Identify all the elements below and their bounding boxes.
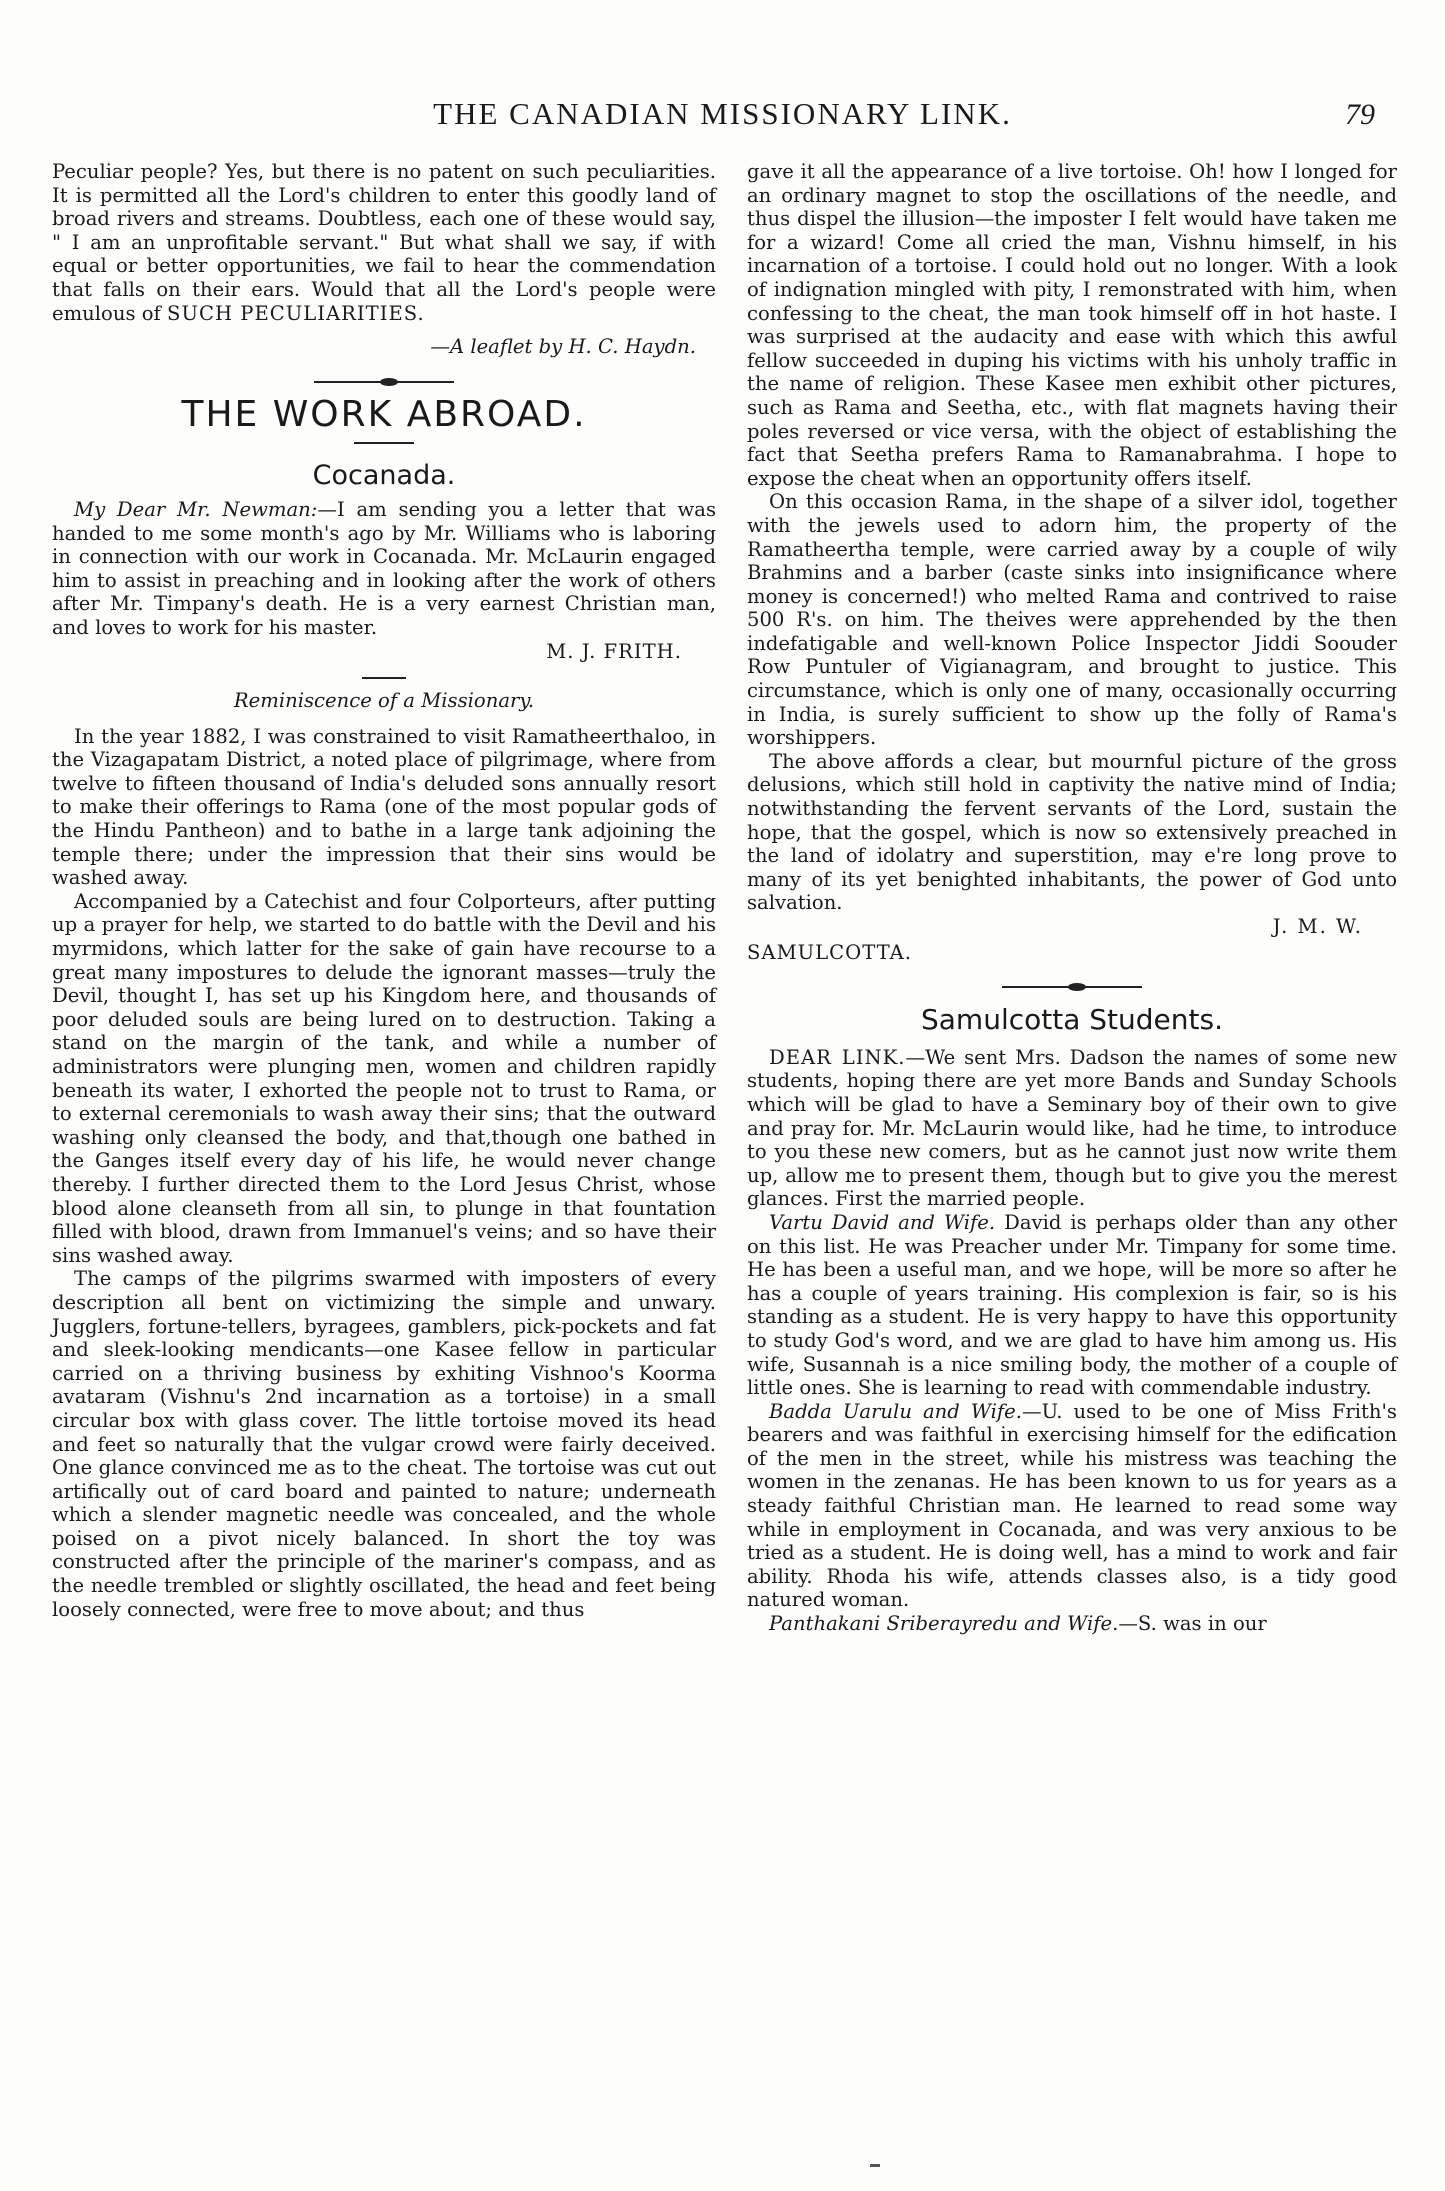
reminiscence-paragraph-2: Accompanied by a Catechist and four Colporteurs, after putting up a prayer for help, we started to do battle with the Devil and his myrmidons, which latter for the sake of gain have recourse to a great many impostures to delude the ignorant masses—truly the Devil, thought I, has set up his Kingdom here, and thousands of poor deluded souls are being lured on to destruction. Taking a stand on the margin of the tank, and while a number of administrators were plunging men, women and children rapidly beneath its water, I exhorted the people not to trust to Rama, or to external ceremonials to wash away their sins; that the outward washing only cleansed the body, and that,though one bathed in the Ganges itself every day of his life, he would never change thereby. I further directed them to the Lord Jesus Christ, whose blood alone cleanseth from all sin, to plunge in that fountation filled with blood, drawn from Immanuel's veins; and so have their sins washed away. xyxy=(52,889,716,1267)
page-number: 79 xyxy=(1345,98,1375,131)
article-columns xyxy=(52,160,1397,1636)
intro-paragraph xyxy=(52,160,716,325)
section-ornament-right xyxy=(747,986,1397,988)
intro-emphasis: SUCH PECULIARITIES. xyxy=(167,301,425,325)
student-text-panthakani: —S. was in our xyxy=(1118,1612,1267,1636)
salutation: My Dear Mr. Newman:— xyxy=(74,497,337,521)
intro-text: Peculiar people? Yes, but there is no patent on such peculiarities. It is permitted all the Lord's children to enter this goodly land of broad rivers and streams. Doubtless, each one of these would say, " I am an unprofitable servant." But what shall we say, if with equal or better opportunities, we fail to hear the commendation that falls on their ears. Would that all the Lord's people were emulous of xyxy=(52,160,716,325)
ornament-rule xyxy=(314,381,454,383)
place-samulcotta: SAMULCOTTA. xyxy=(747,940,913,964)
student-entry-david xyxy=(747,1211,1397,1400)
article-divider xyxy=(362,677,406,679)
reminiscence-paragraph-6: The above affords a clear, but mournful picture of the gross delusions, which still hold in captivity the native mind of India; notwithstanding the fervent servants of the Lord, sustain the hope, that the gospel, which is now so extensively preached in the land of idolatry and superstition, may e're long prove to many of its yet benighted inhabitants, the power of God unto salvation. xyxy=(747,749,1397,915)
dear-link: DEAR LINK. xyxy=(769,1045,906,1069)
leaflet-attribution: —A leaflet by H. C. Haydn. xyxy=(430,335,696,359)
section-title-samulcotta-students: Samulcotta Students. xyxy=(921,1003,1223,1037)
student-text-david: David is perhaps older than any other on this list. He was Preacher under Mr. Timpany for some time. He has been a useful man, and we hope, will be more so after he has a couple of years training. His complexion is fair, so is his standing as a student. He is very happy to have this opportunity to study God's word, and we are glad to have him among us. His wife, Susannah is a nice smiling body, the mother of a couple of little ones. She is learning to read with commendable industry. xyxy=(747,1210,1398,1400)
student-name-panthakani: Panthakani Sriberayredu and Wife. xyxy=(769,1612,1119,1636)
student-name-david: Vartu David and Wife. xyxy=(769,1210,996,1234)
signoff-jmw: J. M. W. xyxy=(1272,915,1363,938)
letter-intro-text: I am sending you a letter that was handed to me some month's ago by Mr. Williams who is laboring in connection with our work in Cocanada. Mr. McLaurin engaged him to assist in preaching and in looking after the work of others after Mr. Timpany's death. He is a very earnest Christian man, and loves to work for his master. xyxy=(52,497,717,639)
section-divider xyxy=(354,442,414,444)
student-text-badda: —U. used to be one of Miss Frith's bearers and was faithful in exercising himself for the edification of the men in the street, while his mistress was teaching the women in the zenanas. He has been known to us for years as a steady faithful Christian man. He learned to read some way while in employment in Cocanada, and was very anxious to be tried as a student. He is doing well, has a mind to work and fair ability. Rhoda his wife, attends classes also, is a tidy good natured woman. xyxy=(747,1399,1397,1612)
cocanada-letter-intro xyxy=(52,498,716,640)
students-intro xyxy=(747,1046,1397,1211)
section-title-work-abroad: THE WORK ABROAD. xyxy=(181,393,587,435)
reminiscence-paragraph-4: gave it all the appearance of a live tortoise. Oh! how I longed for an ordinary magnet to stop the oscillations of the needle, and thus dispel the illusion—the imposter I felt would have taken me for a wizard! Come all cried the man, Vishnu himself, in his incarnation of a tortoise. I could hold out no longer. With a look of indignation mingled with pity, I remonstrated with him, when confessing to the cheat, the man took himself off in hot haste. I was surprised at the audacity and ease with which this awful fellow succeeded in duping his victims with his unholy traffic in the name of religion. These Kasee men exhibit other pictures, such as Rama and Seetha, etc., with flat magnets having their poles reversed or vice versa, with the object of establishing the fact that Seetha prefers Rama to Ramanabrahma. I hope to expose the cheat when an opportunity offers itself. xyxy=(747,160,1397,490)
print-mark xyxy=(870,2164,880,2167)
left-column xyxy=(52,160,716,1636)
student-entry-panthakani xyxy=(747,1612,1397,1636)
reminiscence-paragraph-1: In the year 1882, I was constrained to visit Ramatheerthaloo, in the Vizagapatam District, a noted place of pilgrimage, where from twelve to fifteen thousand of India's deluded sons annually resort to make their offerings to Rama (one of the most popular gods of the Hindu Pantheon) and to bathe in a large tank adjoining the temple there; under the impression that their sins would be washed away. xyxy=(52,724,716,890)
students-intro-text: —We sent Mrs. Dadson the names of some new students, hoping there are yet more Bands and Sunday Schools which will be glad to have a Seminary boy of their own to give and pray for. Mr. McLaurin would like, had he time, to introduce to you these new comers, but as he cannot just now write them up, allow me to present them, though but to give you the merest glances. First the married people. xyxy=(747,1045,1398,1211)
student-entry-badda xyxy=(747,1400,1397,1612)
reminiscence-paragraph-3: The camps of the pilgrims swarmed with imposters of every description all bent on victimizing the simple and unwary. Jugglers, fortune-tellers, byragees, gamblers, pick-pockets and fat and sleek-looking mendicants—one Kasee fellow in particular carried on a thriving business by exhiting Vishnoo's Koorma avataram (Vishnu's 2nd incarnation as a tortoise) in a small circular box with glass cover. The little tortoise moved its head and feet so naturally that the vulgar crowd were fairly deceived. One glance convinced me as to the cheat. The tortoise was cut out artifically out of card board and painted to nature; underneath which a slender magnetic needle was concealed, and the whole poised on a pivot nicely balanced. In short the toy was constructed after the principle of the mariner's compass, and as the needle trembled or slightly oscillated, the head and feet being loosely connected, were free to move about; and thus xyxy=(52,1267,716,1621)
right-column xyxy=(747,160,1397,1636)
signoff-frith: M. J. FRITH. xyxy=(546,639,682,663)
student-name-badda: Badda Uarulu and Wife. xyxy=(769,1399,1022,1423)
ornament-rule-right xyxy=(1002,986,1142,988)
reminiscence-paragraph-5: On this occasion Rama, in the shape of a silver idol, together with the jewels used to adorn him, the property of the Ramatheertha temple, were carried away by a couple of wily Brahmins and a barber (caste sinks into insignificance where money is concerned!) who melted Rama and contrived to raise 500 R's. on him. The theives were apprehended by the then indefatigable and well-known Police Inspector Jiddi Soouder Row Puntuler of Vigianagram, and brought to justice. This circumstance, which is only one of many, occasionally occurring in India, is surely sufficient to show up the folly of Rama's worshippers. xyxy=(747,490,1397,750)
running-title: THE CANADIAN MISSIONARY LINK. xyxy=(433,96,1012,131)
subsection-title-cocanada: Cocanada. xyxy=(312,460,456,492)
reminiscence-title: Reminiscence of a Missionary. xyxy=(233,689,535,713)
section-ornament xyxy=(52,381,716,383)
